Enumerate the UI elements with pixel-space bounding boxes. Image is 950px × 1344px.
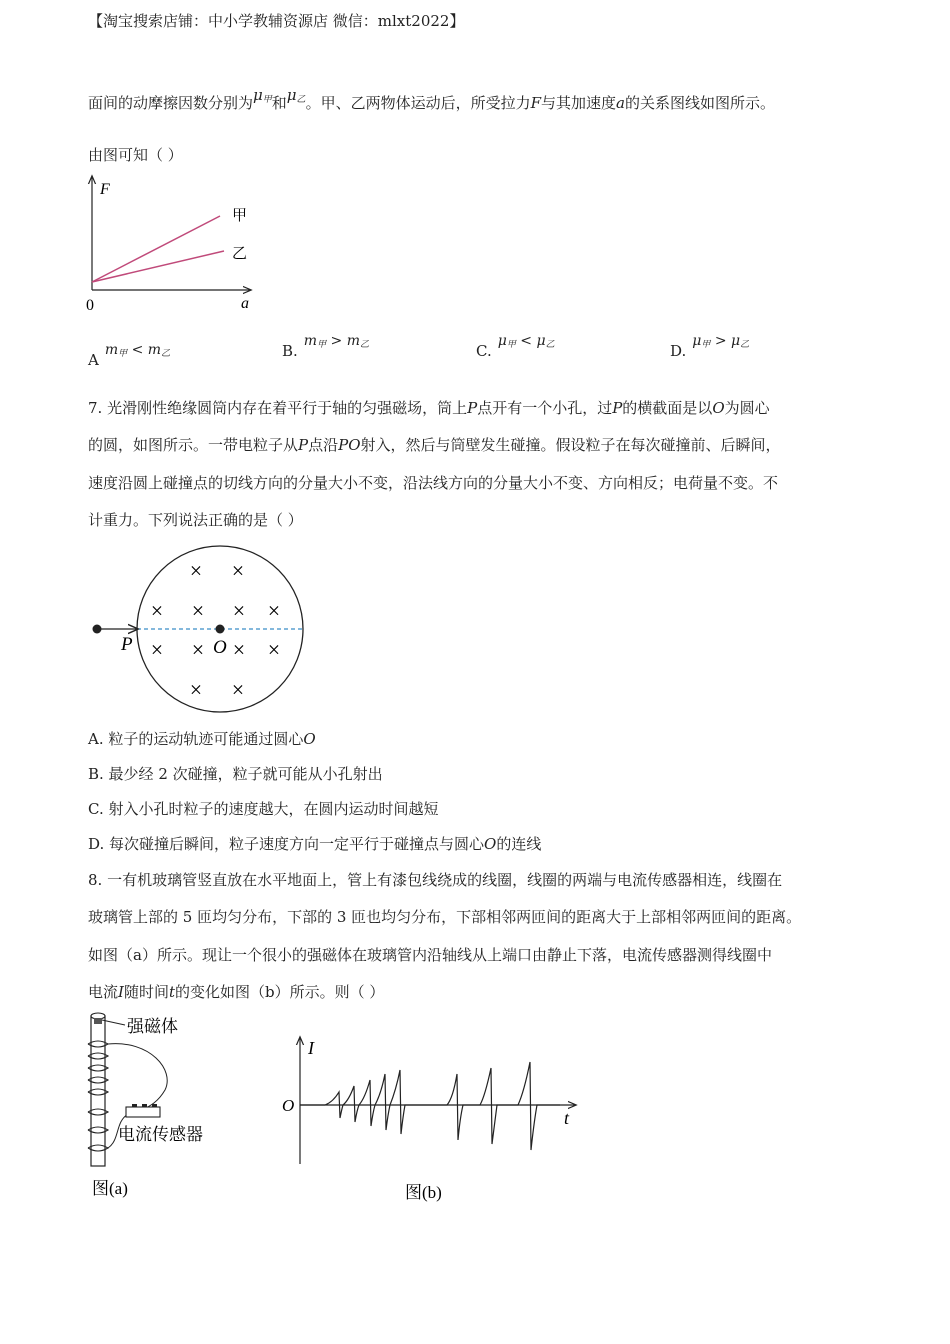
origin-label: 0 bbox=[86, 297, 94, 314]
q7-option-b[interactable]: B. 最少经 2 次碰撞，粒子就可能从小孔射出 bbox=[88, 765, 383, 783]
q7-option-c[interactable]: C. 射入小孔时粒子的速度越大，在圆内运动时间越短 bbox=[88, 800, 439, 818]
t-axis-label: t bbox=[564, 1108, 570, 1128]
option-letter: C. bbox=[476, 342, 492, 360]
q7-figure bbox=[85, 545, 315, 715]
x-axis-label: a bbox=[241, 295, 249, 312]
glass-tube bbox=[91, 1016, 105, 1166]
q6-text: 的关系图线如图所示。 bbox=[624, 94, 775, 112]
y-axis-label: F bbox=[100, 181, 110, 198]
magnet-label: 强磁体 bbox=[127, 1017, 178, 1036]
fig-b-caption: 图(b) bbox=[405, 1183, 442, 1202]
q6-text: 。甲、乙两物体运动后，所受拉力 bbox=[305, 94, 531, 112]
header-banner: 【淘宝搜索店铺：中小学教辅资源店 微信：mlxt2022】 bbox=[88, 12, 465, 30]
option-expr: $m_甲 < m_乙$ bbox=[104, 342, 171, 359]
line-jia bbox=[92, 216, 220, 282]
field-cross: × bbox=[191, 598, 205, 623]
q6-option-a[interactable] bbox=[88, 341, 170, 369]
q7-line-2: 的圆，如图所示。一带电粒子从P点沿PO射入，然后与筒壁发生碰撞。假设粒子在每次碰撞前、后瞬间， bbox=[88, 436, 781, 454]
q6-line-2: 由图可知（ ） bbox=[88, 146, 183, 164]
q8-figure-a bbox=[80, 1010, 240, 1205]
option-letter: D. bbox=[670, 342, 687, 360]
magnetic-field-symbols bbox=[151, 558, 280, 702]
current-waveform bbox=[300, 1062, 560, 1150]
field-cross: × bbox=[231, 558, 245, 583]
q7-line-4: 计重力。下列说法正确的是（ ） bbox=[88, 511, 303, 529]
field-cross: × bbox=[189, 677, 203, 702]
q6-text: 与其加速度 bbox=[541, 94, 617, 112]
field-cross: × bbox=[150, 637, 164, 662]
magnet bbox=[94, 1018, 102, 1024]
fig-a-caption: 图(a) bbox=[92, 1179, 128, 1198]
var-F: F bbox=[530, 94, 541, 112]
q8-figure-b bbox=[275, 1032, 595, 1212]
field-cross: × bbox=[189, 558, 203, 583]
q8-line-4: 电流I随时间t的变化如图（b）所示。则（ ） bbox=[88, 983, 385, 1001]
q6-option-d[interactable] bbox=[670, 333, 750, 360]
label-O: O bbox=[213, 637, 227, 658]
q6-graph bbox=[80, 172, 270, 317]
field-cross: × bbox=[231, 677, 245, 702]
q7-option-a[interactable]: A. 粒子的运动轨迹可能通过圆心O bbox=[88, 730, 316, 748]
q8-line-2: 玻璃管上部的 5 匝均匀分布，下部的 3 匝也均匀分布，下部相邻两匝间的距离大于上部相邻两匝间的距离。 bbox=[88, 908, 802, 926]
option-expr: $m_甲 > m_乙$ bbox=[303, 333, 370, 350]
q7-option-d[interactable]: D. 每次碰撞后瞬间，粒子速度方向一定平行于碰撞点与圆心O的连线 bbox=[88, 835, 542, 853]
field-cross: × bbox=[232, 598, 246, 623]
i-axis-label: I bbox=[308, 1038, 314, 1058]
q6-text: 面间的动摩擦因数分别为 bbox=[88, 94, 254, 112]
field-cross: × bbox=[267, 637, 281, 662]
field-cross: × bbox=[150, 598, 164, 623]
q6-option-b[interactable] bbox=[282, 333, 370, 360]
mu-jia: $\mu_甲$ bbox=[253, 86, 272, 105]
q7-line-3: 速度沿圆上碰撞点的切线方向的分量大小不变，沿法线方向的分量大小不变、方向相反；电荷量不变。不 bbox=[88, 474, 779, 492]
line-jia-label: 甲 bbox=[232, 208, 248, 224]
option-expr: $\mu_甲 > \mu_乙$ bbox=[692, 333, 750, 350]
q6-option-c[interactable] bbox=[476, 333, 555, 360]
field-cross: × bbox=[267, 598, 281, 623]
option-letter: B. bbox=[282, 342, 298, 360]
current-sensor bbox=[126, 1107, 160, 1117]
sensor-label: 电流传感器 bbox=[118, 1125, 203, 1144]
mu-yi: $\mu_乙$ bbox=[286, 86, 306, 105]
q6-line-1 bbox=[88, 86, 775, 113]
wire-top bbox=[108, 1044, 167, 1110]
q8-line-3: 如图（a）所示。现让一个很小的强磁体在玻璃管内沿轴线从上端口由静止下落，电流传感器测得线圈中 bbox=[88, 946, 772, 964]
option-letter: A bbox=[88, 351, 99, 369]
field-cross: × bbox=[191, 637, 205, 662]
q6-text-and: 和 bbox=[271, 94, 287, 112]
origin-label: O bbox=[282, 1096, 295, 1115]
label-P: P bbox=[121, 634, 133, 655]
var-a: a bbox=[616, 94, 625, 112]
q7-line-1: 7. 光滑刚性绝缘圆筒内存在着平行于轴的匀强磁场，筒上P点开有一个小孔，过P的横截面是以O为圆心 bbox=[88, 399, 770, 417]
field-cross: × bbox=[232, 637, 246, 662]
line-yi-label: 乙 bbox=[232, 246, 248, 262]
line-yi bbox=[92, 251, 224, 282]
center-dot bbox=[216, 625, 225, 634]
q8-line-1: 8. 一有机玻璃管竖直放在水平地面上，管上有漆包线绕成的线圈，线圈的两端与电流传感器相连，线圈在 bbox=[88, 871, 783, 889]
option-expr: $\mu_甲 < \mu_乙$ bbox=[497, 333, 555, 350]
